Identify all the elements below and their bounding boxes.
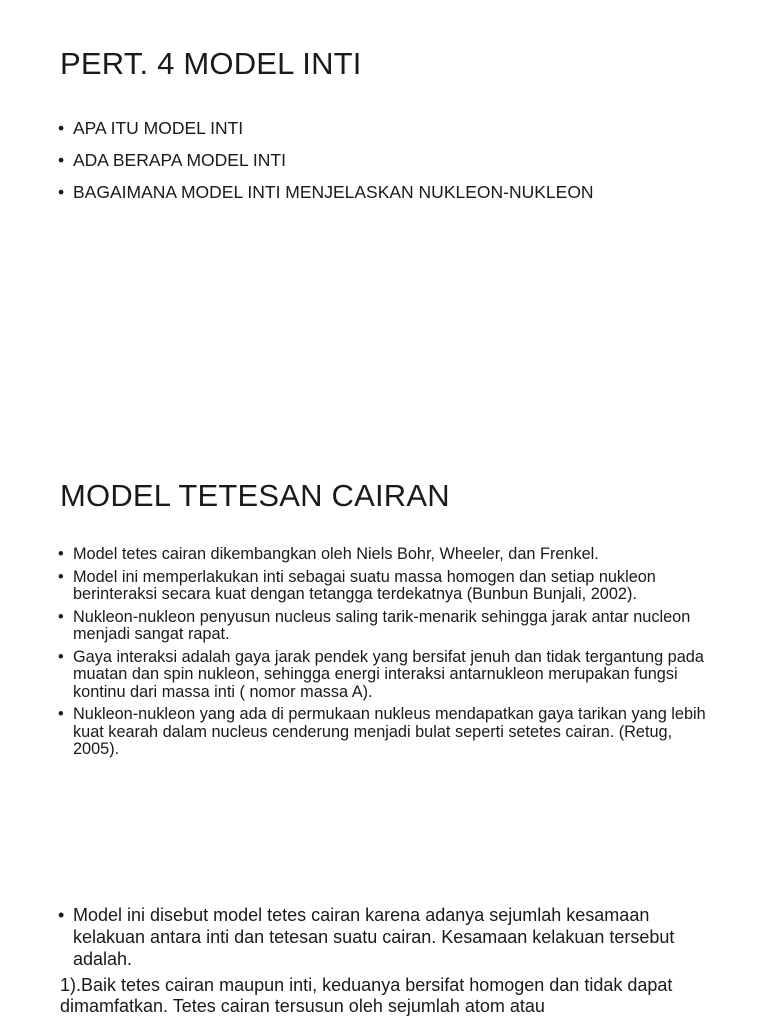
- slide-2: [0, 460, 768, 860]
- slide-1-title: PERT. 4 MODEL INTI: [60, 46, 362, 81]
- slide-2-bullet: • Model tetes cairan dikembangkan oleh Niels Bohr, Wheeler, dan Frenkel.: [58, 546, 708, 564]
- slide-3-bullet: • Model ini disebut model tetes cairan karena adanya sejumlah kesamaan kelakuan antara inti dan tetesan suatu cairan. Kesamaan kelakuan tersebut adalah.: [58, 904, 718, 970]
- slide-3-bullet-list: [58, 904, 718, 976]
- slide-2-title: MODEL TETESAN CAIRAN: [60, 478, 450, 513]
- slide-1-bullet: • APA ITU MODEL INTI: [58, 118, 594, 139]
- slide-1-bullet: • BAGAIMANA MODEL INTI MENJELASKAN NUKLEON-NUKLEON: [58, 182, 594, 203]
- slide-1-bullet: • ADA BERAPA MODEL INTI: [58, 150, 594, 171]
- slide-3-paragraph: 1).Baik tetes cairan maupun inti, keduanya bersifat homogen dan tidak dapat dimamfatkan. Tetes cairan tersusun oleh sejumlah atom atau: [60, 975, 673, 1016]
- slide-3: [0, 880, 768, 1024]
- slide-2-bullet-list: [58, 546, 708, 764]
- slide-1: [0, 0, 768, 440]
- slide-2-bullet: • Model ini memperlakukan inti sebagai suatu massa homogen dan setiap nukleon berinteraksi secara kuat dengan tetangga terdekatnya (Bunbun Bunjali, 2002).: [58, 569, 708, 604]
- slide-2-bullet: • Nukleon-nukleon yang ada di permukaan nukleus mendapatkan gaya tarikan yang lebih kuat kearah dalam nucleus cenderung menjadi bulat seperti setetes cairan. (Retug, 2005).: [58, 706, 708, 759]
- slide-2-bullet: • Nukleon-nukleon penyusun nucleus saling tarik-menarik sehingga jarak antar nucleon menjadi sangat rapat.: [58, 609, 708, 644]
- slide-1-bullet-list: [58, 118, 594, 214]
- slide-2-bullet: • Gaya interaksi adalah gaya jarak pendek yang bersifat jenuh dan tidak tergantung pada muatan dan spin nukleon, sehingga energi interaksi antarnukleon merupakan fungsi kontinu dari massa inti ( nomor massa A).: [58, 649, 708, 702]
